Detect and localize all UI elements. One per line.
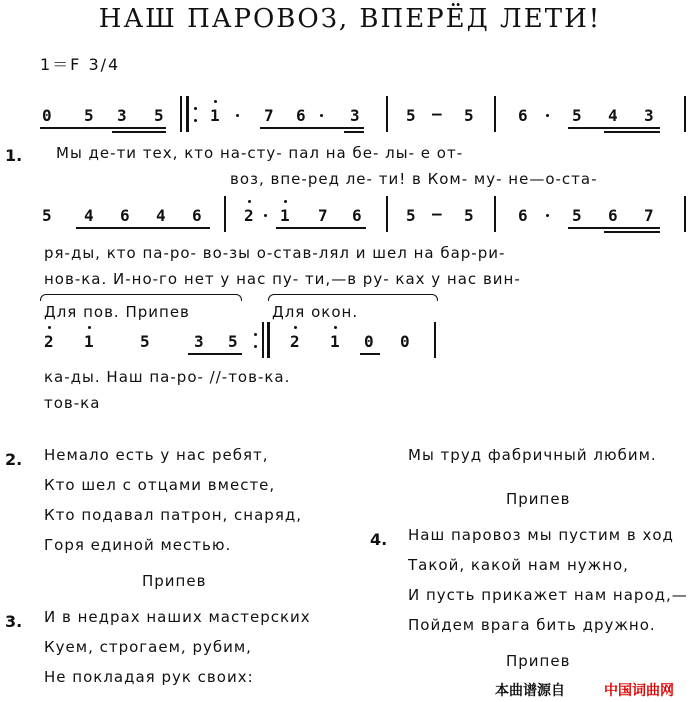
barline bbox=[684, 96, 686, 132]
repeat-barline bbox=[186, 96, 189, 132]
note: 4 bbox=[608, 106, 618, 125]
octave-dot bbox=[284, 200, 287, 203]
beam-line bbox=[604, 131, 660, 133]
note: 3 bbox=[117, 106, 127, 125]
verse-3 bbox=[44, 602, 311, 692]
barline bbox=[180, 96, 182, 132]
verse-number: 2. bbox=[5, 450, 23, 469]
note: 7 bbox=[318, 206, 328, 225]
note: 6 bbox=[518, 106, 528, 125]
octave-dot bbox=[88, 326, 91, 329]
verse-2 bbox=[44, 440, 302, 560]
lyric-line: воз, впе-ред ле- ти! в Ком- му- не—о-ста- bbox=[230, 170, 598, 188]
note: 1 bbox=[280, 206, 290, 225]
repeat-dot bbox=[254, 333, 257, 336]
verse-line: Пойдем врага бить дружно. bbox=[408, 616, 656, 634]
note: 5 bbox=[42, 206, 52, 225]
verse-number: 1. bbox=[5, 146, 23, 165]
note: 6 bbox=[518, 206, 528, 225]
verse-line: Горя единой местью. bbox=[44, 536, 232, 554]
verse-line: Кто шел с отцами вместе, bbox=[44, 476, 276, 494]
barline bbox=[684, 196, 686, 232]
note: 3 bbox=[350, 106, 360, 125]
beam-line bbox=[40, 127, 166, 129]
note: 5 bbox=[406, 206, 416, 225]
note: 4 bbox=[156, 206, 166, 225]
note: 2 bbox=[244, 206, 254, 225]
note: 5 bbox=[84, 106, 94, 125]
note: 0 bbox=[400, 332, 410, 351]
repeat-barline bbox=[267, 322, 270, 358]
beam-line bbox=[568, 127, 660, 129]
barline bbox=[262, 322, 264, 358]
note: 5 bbox=[572, 106, 582, 125]
note: 7 bbox=[644, 206, 654, 225]
note: 3 bbox=[194, 332, 204, 351]
augmentation-dot bbox=[236, 114, 239, 117]
beam-line bbox=[188, 353, 242, 355]
note: 5 bbox=[406, 106, 416, 125]
refrain-label: Припев bbox=[506, 652, 571, 670]
augmentation-dot bbox=[264, 214, 267, 217]
note: 5 bbox=[464, 206, 474, 225]
note: 2 bbox=[44, 332, 54, 351]
octave-dot bbox=[48, 326, 51, 329]
barline bbox=[494, 196, 496, 232]
song-title: НАШ ПАРОВОЗ, ВПЕРЁД ЛЕТИ! bbox=[98, 4, 602, 34]
verse-4 bbox=[408, 520, 688, 640]
octave-dot bbox=[248, 200, 251, 203]
verse-line: Не покладая рук своих: bbox=[44, 668, 254, 686]
source-label: 本曲谱源自 bbox=[495, 683, 565, 699]
lyric-line: нов-ка. И-но-го нет у нас пу- ти,—в ру- ках у нас вин- bbox=[44, 270, 521, 288]
volta-bracket-1 bbox=[40, 294, 242, 301]
note: 6 bbox=[192, 206, 202, 225]
note: 5 bbox=[140, 332, 150, 351]
repeat-dot bbox=[254, 345, 257, 348]
verse-line: Такой, какой нам нужно, bbox=[408, 556, 629, 574]
note: 6 bbox=[352, 206, 362, 225]
verse-number: 3. bbox=[5, 612, 23, 631]
note: 6 bbox=[120, 206, 130, 225]
beam-line bbox=[568, 227, 660, 229]
barline bbox=[386, 196, 388, 232]
verse-line: Кто подавал патрон, снаряд, bbox=[44, 506, 302, 524]
lyric-line: тов-ка bbox=[44, 394, 101, 412]
note: 3 bbox=[644, 106, 654, 125]
refrain-label: Припев bbox=[506, 490, 571, 508]
note: 6 bbox=[608, 206, 618, 225]
beam-line bbox=[112, 131, 166, 133]
verse-line: Мы труд фабричный любим. bbox=[408, 446, 657, 464]
beam-line bbox=[360, 353, 380, 355]
note: 5 bbox=[464, 106, 474, 125]
note: 6 bbox=[296, 106, 306, 125]
key-signature: 1＝F 3/4 bbox=[40, 55, 121, 74]
beam-line bbox=[76, 227, 210, 229]
augmentation-dot bbox=[546, 114, 549, 117]
volta-label-1: Для пов. Припев bbox=[44, 303, 190, 321]
note: 4 bbox=[84, 206, 94, 225]
octave-dot bbox=[294, 326, 297, 329]
repeat-dot bbox=[194, 119, 197, 122]
barline bbox=[386, 96, 388, 132]
refrain-label: Припев bbox=[142, 572, 207, 590]
beam-line bbox=[604, 231, 660, 233]
lyric-line: ка-ды. Наш па-ро- //-тов-ка. bbox=[44, 368, 291, 386]
note: 1 bbox=[330, 332, 340, 351]
note: 7 bbox=[264, 106, 274, 125]
dash: — bbox=[432, 104, 442, 123]
note: 5 bbox=[228, 332, 238, 351]
octave-dot bbox=[214, 100, 217, 103]
volta-label-2: Для окон. bbox=[272, 303, 359, 321]
verse-line: Наш паровоз мы пустим в ход bbox=[408, 526, 674, 544]
verse-line: Куем, строгаем, рубим, bbox=[44, 638, 252, 656]
dash: — bbox=[432, 204, 442, 223]
beam-line bbox=[260, 127, 364, 129]
note: 5 bbox=[154, 106, 164, 125]
barline bbox=[224, 196, 226, 232]
beam-line bbox=[344, 131, 364, 133]
site-link[interactable]: 中国词曲网 bbox=[604, 683, 674, 699]
verse-line: И в недрах наших мастерских bbox=[44, 608, 311, 626]
augmentation-dot bbox=[320, 114, 323, 117]
barline bbox=[434, 322, 436, 358]
note: 0 bbox=[42, 106, 52, 125]
verse-number: 4. bbox=[370, 530, 388, 549]
lyric-line: ря-ды, кто па-ро- во-зы о-став-лял и шел на бар-ри- bbox=[44, 244, 506, 262]
beam-line bbox=[276, 227, 366, 229]
volta-bracket-2 bbox=[268, 294, 438, 301]
verse-line: Немало есть у нас ребят, bbox=[44, 446, 269, 464]
lyric-line: Мы де-ти тех, кто на-сту- пал на бе- лы- е от- bbox=[56, 144, 464, 162]
note: 1 bbox=[84, 332, 94, 351]
note: 0 bbox=[364, 332, 374, 351]
octave-dot bbox=[334, 326, 337, 329]
augmentation-dot bbox=[546, 214, 549, 217]
note: 5 bbox=[572, 206, 582, 225]
note: 1 bbox=[210, 106, 220, 125]
verse-line: И пусть прикажет нам народ,— bbox=[408, 586, 688, 604]
note: 2 bbox=[290, 332, 300, 351]
barline bbox=[494, 96, 496, 132]
repeat-dot bbox=[194, 107, 197, 110]
